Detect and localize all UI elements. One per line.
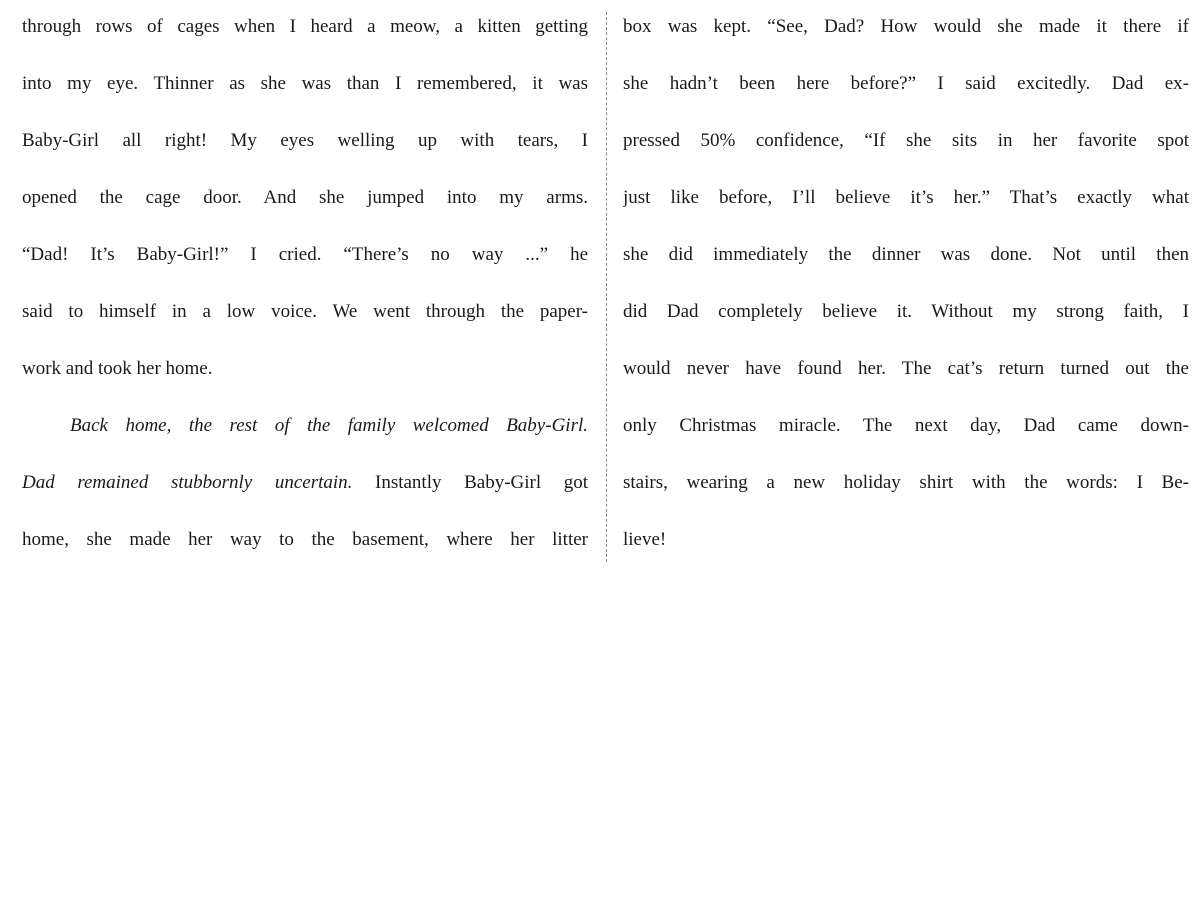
text-line: Baby-Girl all right! My eyes welling up with tears, I [22,130,588,151]
text-line: “Dad! It’s Baby-Girl!” I cried. “There’s no way ...” he [22,244,588,265]
text-line: she hadn’t been here before?” I said excitedly. Dad ex- [623,73,1189,94]
text-line [22,470,588,527]
text-line: she did immediately the dinner was done. Not until then [623,244,1189,265]
italic-phrase: Dad remained stubbornly uncertain. [22,472,353,493]
text-line: just like before, I’ll believe it’s her.” That’s exactly what [623,187,1189,208]
right-column [623,14,1189,584]
text-line: pressed 50% confidence, “If she sits in her favorite spot [623,130,1189,151]
italic-text-line: Back home, the rest of the family welcomed Baby-Girl. [70,415,588,436]
text-line: only Christmas miracle. The next day, Dad came down- [623,415,1189,436]
text-line: lieve! [623,529,667,550]
text-line: home, she made her way to the basement, where her litter [22,529,588,550]
text-line: would never have found her. The cat’s return turned out the [623,358,1189,379]
text-line: said to himself in a low voice. We went through the paper- [22,301,588,322]
text-line: work and took her home. [22,358,213,379]
column-divider [606,12,607,562]
left-column [22,14,588,584]
text-line: stairs, wearing a new holiday shirt with the words: I Be- [623,472,1189,493]
text-line: opened the cage door. And she jumped into my arms. [22,187,588,208]
text-line: through rows of cages when I heard a meow, a kitten getting [22,16,588,37]
text-phrase: Instantly Baby-Girl got [352,472,588,493]
text-line: box was kept. “See, Dad? How would she made it there if [623,16,1189,37]
text-line: did Dad completely believe it. Without my strong faith, I [623,301,1189,322]
text-line: into my eye. Thinner as she was than I remembered, it was [22,73,588,94]
